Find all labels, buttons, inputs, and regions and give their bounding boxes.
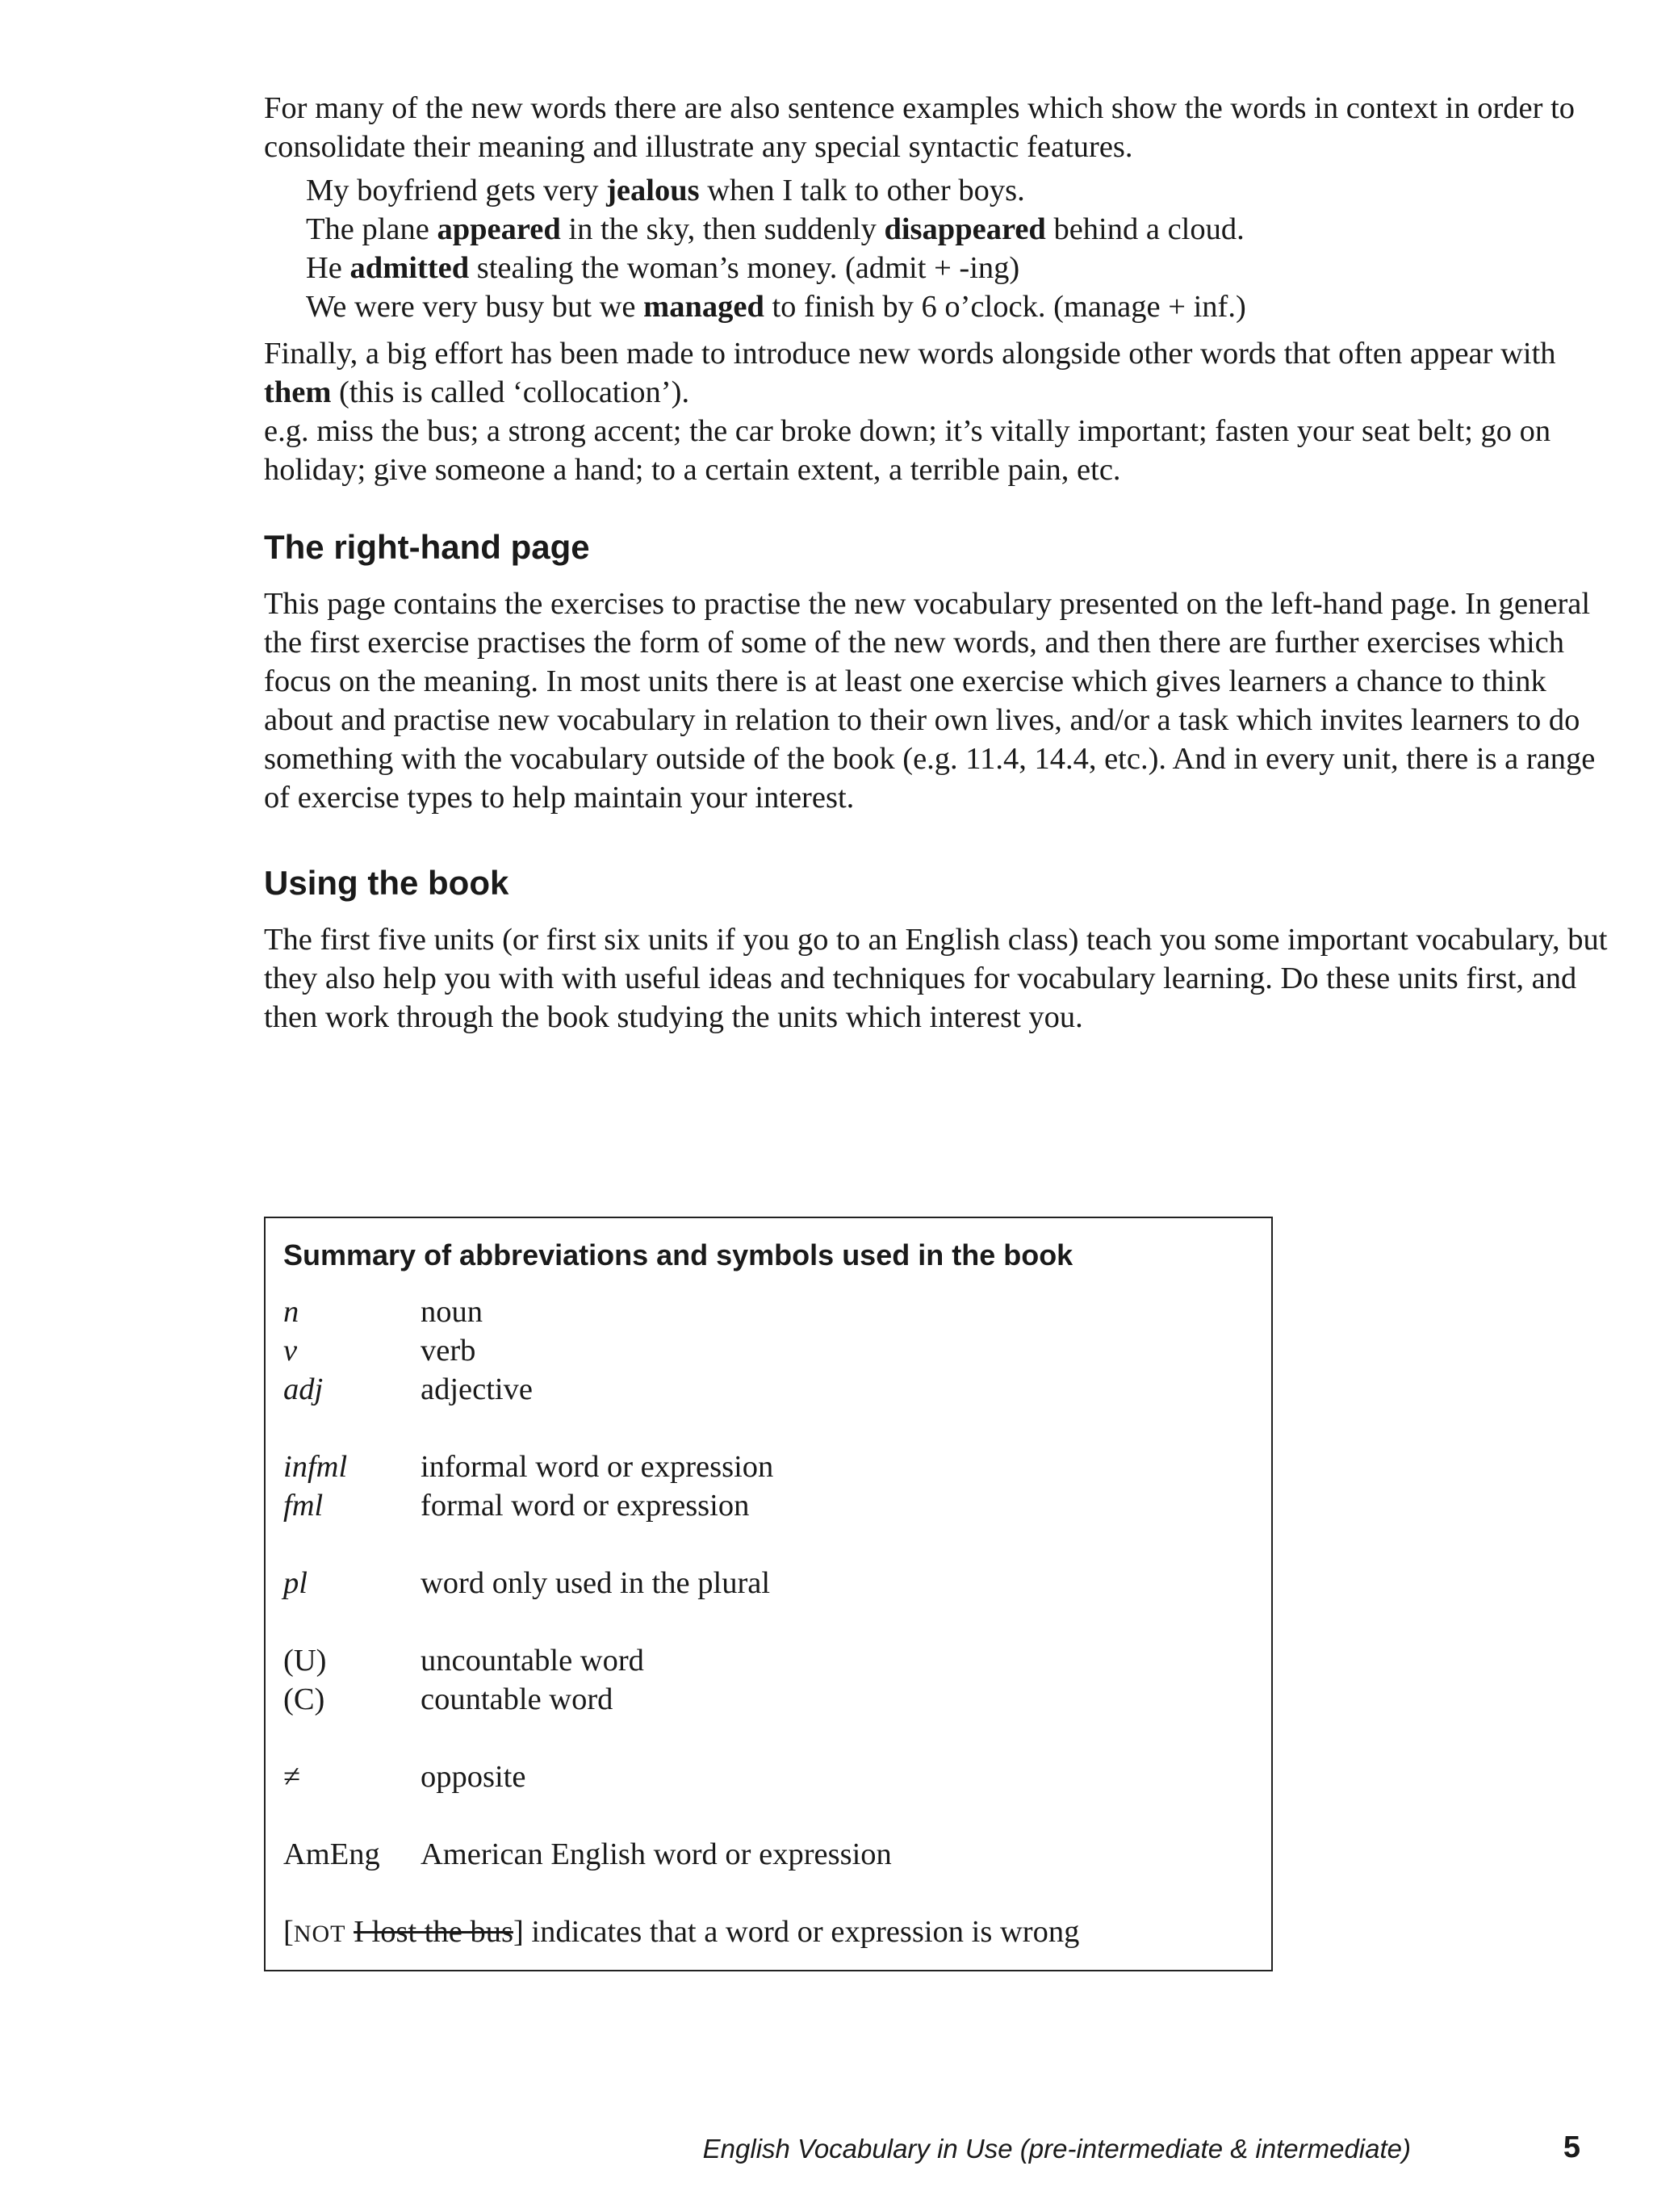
abbr-group-american <box>283 1835 1252 1874</box>
abbr-key: v <box>283 1334 298 1368</box>
abbreviations-summary-box <box>264 1217 1273 1971</box>
abbr-key: fml <box>283 1489 324 1523</box>
abbr-row <box>283 1486 1252 1525</box>
abbr-desc: countable word <box>421 1682 613 1716</box>
abbr-group-plural <box>283 1564 1252 1602</box>
abbr-row <box>283 1757 1252 1796</box>
abbr-row <box>283 1680 1252 1719</box>
abbr-key: pl <box>283 1566 308 1600</box>
abbr-desc: noun <box>421 1295 483 1329</box>
page-footer <box>0 2131 1653 2172</box>
not-marker-row: [NOT I lost the bus] indicates that a word or expression is wrong <box>283 1915 1080 1949</box>
abbr-desc: opposite <box>421 1760 526 1794</box>
intro-paragraph: For many of the new words there are also sentence examples which show the words in context in order to consolidate their meaning and illustrate any special syntactic features. <box>264 91 1576 164</box>
abbr-key: infml <box>283 1450 348 1484</box>
abbr-key: AmEng <box>283 1837 380 1871</box>
abbr-row <box>283 1292 1252 1331</box>
collocation-examples: e.g. miss the bus; a strong accent; the car broke down; it’s vitally important; fasten your seat belt; go on holiday; give someone a hand; to a certain extent, a terrible pain, etc. <box>264 414 1551 487</box>
abbr-desc: word only used in the plural <box>421 1566 771 1600</box>
collocation-paragraph: Finally, a big effort has been made to introduce new words alongside other words that often appear with them (this is called ‘collocation’). <box>264 337 1556 409</box>
abbr-desc: formal word or expression <box>421 1489 750 1523</box>
page-number: 5 <box>1563 2130 1580 2164</box>
example-sentence: My boyfriend gets very jealous when I talk to other boys. <box>306 174 1025 207</box>
abbr-group-register <box>283 1447 1252 1525</box>
abbr-group-word-class <box>283 1292 1252 1409</box>
abbr-row <box>283 1641 1252 1680</box>
abbr-key: (C) <box>283 1682 325 1716</box>
abbr-desc: American English word or expression <box>421 1837 892 1871</box>
abbr-desc: uncountable word <box>421 1644 644 1678</box>
abbr-row <box>283 1331 1252 1370</box>
heading-using-the-book: Using the book <box>264 864 509 902</box>
summary-title: Summary of abbreviations and symbols used in the book <box>283 1238 1073 1271</box>
page-body <box>264 89 1620 1037</box>
abbr-desc: adjective <box>421 1372 533 1406</box>
heading-right-hand-page: The right-hand page <box>264 528 590 566</box>
example-sentence: We were very busy but we managed to finish by 6 o’clock. (manage + inf.) <box>306 290 1246 324</box>
not-equal-icon: ≠ <box>283 1760 301 1794</box>
abbr-desc: informal word or expression <box>421 1450 774 1484</box>
right-hand-paragraph: This page contains the exercises to practise the new vocabulary presented on the left-hand page. In general the first exercise practises the form of some of the new words, and then there are further exercises which focus on the meaning. In most units there is at least one exercise which gives learners a chance to think about and practise new vocabulary in relation to their own lives, and/or a task which invites learners to do something with the vocabulary outside of the book (e.g. 11.4, 14.4, etc.). And in every unit, there is a range of exercise types to help maintain your interest. <box>264 587 1596 815</box>
abbr-group-countability <box>283 1641 1252 1719</box>
abbr-row <box>283 1835 1252 1874</box>
example-sentences <box>264 171 1620 326</box>
abbr-key: adj <box>283 1372 324 1406</box>
abbr-row <box>283 1370 1252 1409</box>
abbr-group-opposite <box>283 1757 1252 1796</box>
abbr-desc: verb <box>421 1334 476 1368</box>
using-paragraph: The first five units (or first six units if you go to an English class) teach you some important vocabulary, but they also help you with with useful ideas and techniques for vocabulary learning. Do these units first, and then work through the book studying the units which interest you. <box>264 923 1608 1034</box>
example-sentence: He admitted stealing the woman’s money. (admit + -ing) <box>306 251 1020 285</box>
abbr-row <box>283 1564 1252 1602</box>
not-label: NOT <box>293 1921 346 1947</box>
struck-example: I lost the bus <box>354 1915 513 1949</box>
book-title: English Vocabulary in Use (pre-intermediate & intermediate) <box>702 2134 1411 2164</box>
abbr-key: n <box>283 1295 299 1329</box>
abbr-row <box>283 1447 1252 1486</box>
abbr-key: (U) <box>283 1644 327 1678</box>
example-sentence: The plane appeared in the sky, then suddenly disappeared behind a cloud. <box>306 212 1245 246</box>
